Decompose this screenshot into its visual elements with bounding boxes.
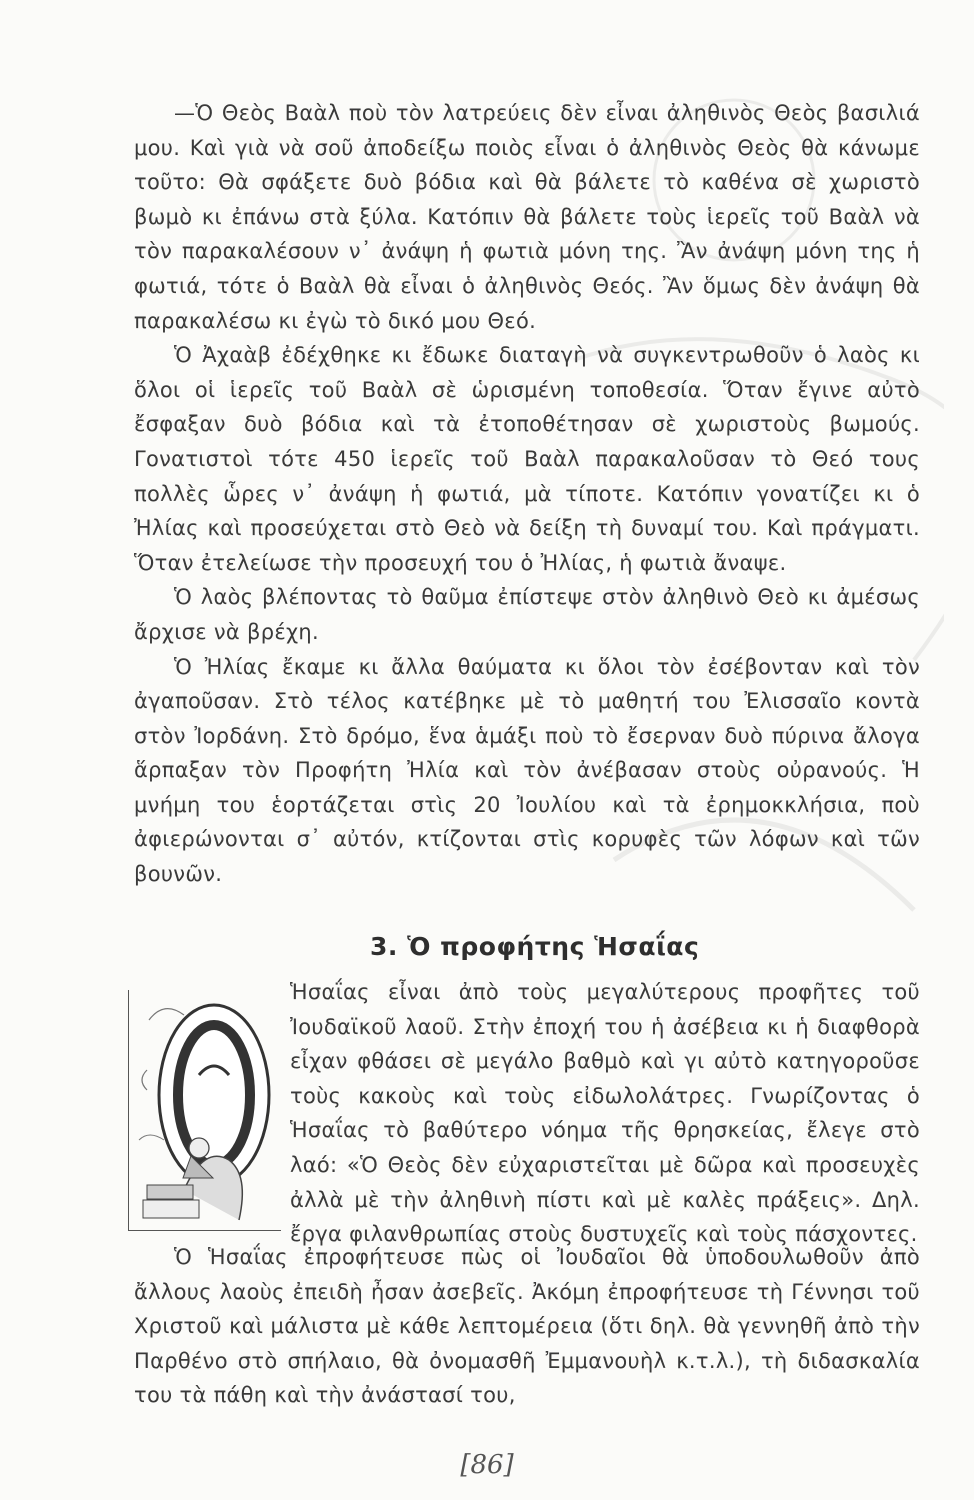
paragraph-ahab: Ὁ Ἀχαὰβ ἐδέχθηκε κι ἔδωκε διαταγὴ νὰ συγκεντρωθοῦν ὁ λαὸς κι ὅλοι οἱ ἱερεῖς τοῦ Βαὰλ σὲ ὡρισμένη τοποθεσία. Ὅταν ἔγινε αὐτὸ ἔσφαξαν δυὸ βόδια καὶ τὰ ἐτοποθέτησαν σὲ χωριστοὺς βωμούς. Γονατιστοὶ τότε 450 ἱερεῖς τοῦ Βαὰλ παρακαλοῦσαν τὸ Θεό τους πολλὲς ὧρες ν᾽ ἀνάψη ἡ φωτιά, μὰ τίποτε. Κατόπιν γονατίζει κι ὁ Ἠλίας καὶ προσεύχεται στὸ Θεὸ νὰ δείξη τὴ δυναμί του. Καὶ πράγματι. Ὅταν ἐτελείωσε τὴν προσευχή του ὁ Ἠλίας, ἡ φωτιὰ ἄναψε.	[134, 343, 920, 575]
paragraph-elijah-miracles: Ὁ Ἠλίας ἔκαμε κι ἄλλα θαύματα κι ὅλοι τὸν ἐσέβονταν καὶ τὸν ἀγαποῦσαν. Στὸ τέλος κατέβηκε μὲ τὸ μαθητή του Ἐλισσαῖο κοντὰ στὸν Ἰορδάνη. Στὸ δρόμο, ἕνα ἁμάξι ποὺ τὸ ἔσερναν δυὸ πύρινα ἄλογα ἅρπαξαν τὸν Προφήτη Ἠλία καὶ τὸν ἀνέβασαν στοὺς οὐρανούς. Ἡ μνήμη του ἑορτάζεται στὶς 20 Ἰουλίου καὶ τὰ ἐρημοκκλήσια, ποὺ ἀφιερώνονται σ᾽ αὐτόν, κτίζονται στὶς κορυφὲς τῶν λόφων καὶ τῶν βουνῶν.	[134, 654, 920, 887]
paragraph-elijah-speech: —Ὁ Θεὸς Βαὰλ ποὺ τὸν λατρεύεις δὲν εἶναι ἀληθινὸς Θεὸς βασιλιά μου. Καὶ γιὰ νὰ σοῦ ἀποδείξω ποιὸς εἶναι ὁ ἀληθινὸς Θεὸς θὰ κάνωμε τοῦτο: Θὰ σφάξετε δυὸ βόδια καὶ θὰ βάλετε τὸ καθένα σὲ χωριστὸ βωμὸ κι ἐπάνω στὰ ξύλα. Κατόπιν θὰ βάλετε τοὺς ἱερεῖς τοῦ Βαὰλ νὰ τὸν παρακαλέσουν ν᾽ ἀνάψη ἡ φωτιὰ μόνη της. Ἂν ἀνάψη μόνη της ἡ φωτιά, τότε ὁ Βαὰλ θὰ εἶναι ὁ ἀληθινὸς Θεός. Ἂν ὅμως δὲν ἀνάψη θὰ παρακαλέσω κι ἐγὼ τὸ δικό μου Θεό.	[134, 101, 920, 333]
dropcap-illustration	[128, 990, 281, 1231]
paragraph-people-believed: Ὁ λαὸς βλέποντας τὸ θαῦμα ἐπίστεψε στὸν ἀληθινὸ Θεὸ κι ἀμέσως ἄρχισε νὰ βρέχη.	[134, 585, 920, 644]
paragraph-isaiah-intro: Ἡσαΐας εἶναι ἀπὸ τοὺς μεγαλύτερους προφῆτες τοῦ Ἰουδαϊκοῦ λαοῦ. Στὴν ἐποχή του ἡ ἀσέβεια κι ἡ διαφθορὰ εἶχαν φθάσει σὲ μεγάλο βαθμὸ καὶ γι αὐτὸ κατηγοροῦσε τοὺς κακοὺς καὶ τοὺς εἰδωλολάτρες. Γνωρίζοντας ὁ Ἡσαΐας τὸ βαθύτερο νόημα τῆς θρησκείας, ἔλεγε στὸ λαό: «Ὁ Θεὸς δὲν εὐχαριστεῖται μὲ δῶρα καὶ προσευχὲς ἀλλὰ μὲ τὴν ἀληθινὴ πίστι καὶ μὲ καλὲς πράξεις». Δηλ. ἔργα φιλανθρωπίας στοὺς δυστυχεῖς καὶ τοὺς πάσχοντες.	[290, 980, 920, 1247]
isaiah-paragraph-with-dropcap	[290, 975, 920, 1252]
top-text-block	[134, 96, 920, 892]
section-heading: 3. Ὁ προφήτης Ἡσαΐας	[370, 932, 700, 961]
prophet-reading-scroll-icon	[129, 990, 281, 1230]
page-number: [86]	[460, 1450, 514, 1480]
paragraph-isaiah-prophecy: Ὁ Ἡσαΐας ἐπροφήτευσε πὼς οἱ Ἰουδαῖοι θὰ ὑποδουλωθοῦν ἀπὸ ἄλλους λαοὺς ἐπειδὴ ἦσαν ἀσεβεῖς. Ἀκόμη ἐπροφήτευσε τὴ Γέννησι τοῦ Χριστοῦ καὶ μάλιστα μὲ κάθε λεπτομέρεια (ὅτι δηλ. θὰ γεννηθῆ ἀπὸ τὴν Παρθένο στὸ σπήλαιο, θὰ ὀνομασθῆ Ἐμμανουὴλ κ.τ.λ.), τὴ διδασκαλία του τὰ πάθη καὶ τὴν ἀνάστασί του,	[134, 1245, 920, 1408]
bottom-text-block	[134, 1240, 920, 1413]
